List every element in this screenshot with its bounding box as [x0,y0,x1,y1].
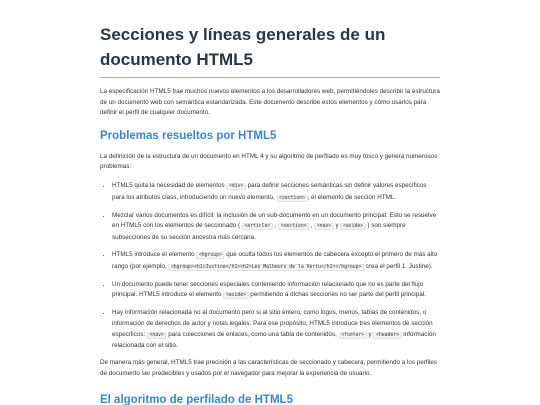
item-text: , el elemento de sección HTML. [307,193,397,201]
problems-list [100,181,440,352]
item-text: para colecciones de enlaces, como una tabla de contenidos, [166,330,339,338]
item-text: y [366,330,374,338]
intro-paragraph: La especificación HTML5 trae muchos nuevos elementos a los desarrolladores web, permitiéndoles describir la estructura de un documento web con semántica estandarizada. Este documento describe estos elementos y cómo usarlos para definir el perfil de cualquier documento. [100,88,440,117]
inline-code: <nav> [147,332,166,339]
item-text: ) son siempre subsecciones de su sección ancestra más cercana. [112,222,406,241]
item-text: información relacionada con el sitio. [112,330,436,350]
list-item [112,308,440,351]
inline-code: <nav> [314,223,333,230]
item-text: para definir secciones semánticas sin definir valores específicos para los atributos class, introduciendo un nuevo elemento, [112,181,427,201]
inline-code: <article> [242,223,273,230]
inline-code: <aside> [340,223,365,230]
closing-paragraph: De manera más general, HTML5 trae precisión a las características de seccionado y cabecera, permitiendo a los perfiles de documento ser predecibles y usados por el navegador para mejorar la experiencia de usuario. [100,359,438,377]
item-text: HTML5 quita la necesidad de elementos [112,181,227,189]
inline-code: <section> [277,195,308,202]
inline-code: <footer> [339,332,367,339]
section-heading-algorithm: El algoritmo de perfilado de HTML5 [100,394,293,405]
inline-code: <section> [278,223,309,230]
item-text: HTML5 introduce el elemento [112,250,197,258]
list-item [112,280,440,302]
item-text: Un documento puede tener secciones especiales conteniendo información relacionado que no es parte del flujo principal. HTML5 introduce el elemento [112,280,424,299]
item-text: que oculta todos los elementos de cabecera excepto el primero de más alto rango (por ejemplo, [112,250,438,270]
section-heading-problems: Problemas resueltos por HTML5 [100,129,277,142]
section-lead-paragraph: La definición de la estructura de un documento en HTML 4 y su algoritmo de perfilado es muy tosco y genera numerosos problemas: [100,152,438,171]
list-item [112,250,440,273]
list-item [112,181,440,204]
item-text: , [309,222,315,230]
item-text: Mezclar varios documentos es difícil: la inclusión de un sub-documento en un documento principal. Esto se resuelve en HTML5 con los elementos de seccionado ( [112,211,437,230]
list-item [112,211,440,244]
item-text: crea el perfil 1. Justine). [363,262,433,270]
page-title: Secciones y líneas generales de un documento HTML5 [100,25,386,69]
inline-code: <hgroup> [196,252,224,259]
document-content [100,0,440,405]
item-text: , [272,222,279,230]
inline-code: <div> [226,183,245,190]
item-text: permitiendo a dichas secciones no ser parte del perfil principal. [248,291,426,299]
title-divider [100,77,440,78]
inline-code: <hgroup><h1>Justine</h1><h2>Les Malheurs de la Vertu</h2></hgroup> [168,264,364,271]
item-text: y [333,222,341,230]
inline-code: <header> [373,332,401,339]
item-text: Hay información relacionada no al documento pero si al sitio entero, como logos, menús, tablas de contenidos, o información de derechos de autor y notas legales. Para ese propósito, HTML5 introduce tres elementos de sección específicos: [112,309,433,338]
inline-code: <aside> [223,292,248,299]
